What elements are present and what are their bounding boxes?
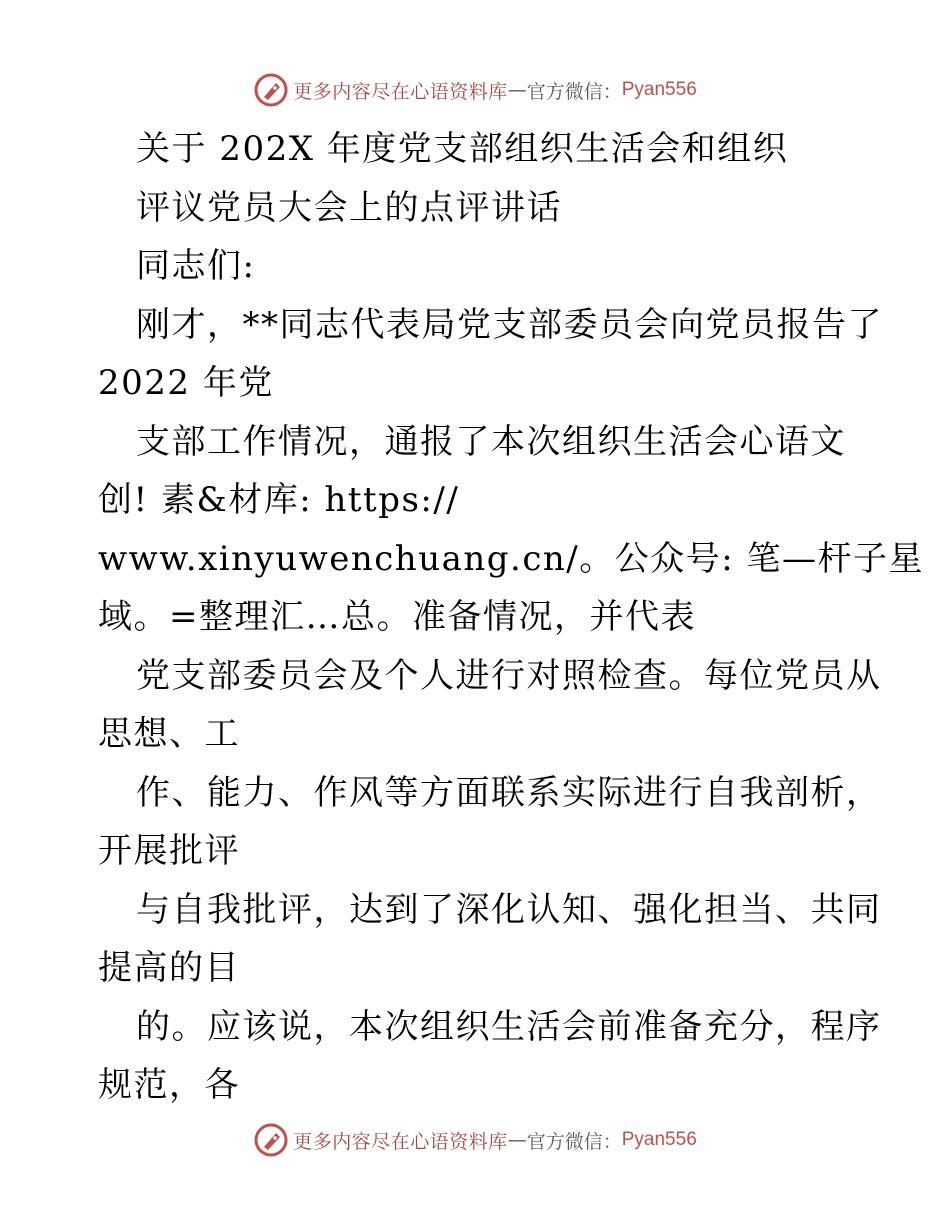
- body-line: 开展批评: [98, 831, 240, 871]
- body-line: 创! 素&材库: https://: [98, 480, 460, 520]
- body-line: 域。=整理汇…总。准备情况，并代表: [98, 597, 696, 637]
- header-banner: [0, 70, 950, 110]
- document-body: [98, 120, 924, 1115]
- banner-wechat-id: Pyan556: [621, 79, 697, 100]
- body-line: www.xinyuwenchuang.cn/。公众号: 笔—杆子星: [98, 538, 924, 579]
- body-line: 思想、工: [98, 714, 240, 754]
- banner-wechat-label: 官方微信：: [526, 1130, 622, 1153]
- pen-nib-logo-icon: [253, 72, 289, 108]
- title-line-2: 评议党员大会上的点评讲话: [136, 187, 562, 228]
- banner-wechat-id: Pyan556: [621, 1129, 697, 1150]
- banner-text: 更多内容尽在心语资料库: [293, 80, 508, 103]
- body-line: 刚才，**同志代表局党支部委员会向党员报告了: [136, 304, 883, 345]
- footer-banner: [0, 1120, 950, 1160]
- pen-nib-logo-icon: [253, 1122, 289, 1158]
- banner-text: 更多内容尽在心语资料库: [293, 1130, 508, 1153]
- banner-wechat-label: 官方微信：: [526, 80, 622, 103]
- banner-dash: —: [507, 1129, 527, 1151]
- body-line: 党支部委员会及个人进行对照检查。每位党员从: [136, 655, 882, 696]
- body-line: 规范，各: [98, 1065, 240, 1105]
- body-line: 的。应该说，本次组织生活会前准备充分，程序: [136, 1006, 882, 1047]
- body-line: 与自我批评，达到了深化认知、强化担当、共同: [136, 889, 882, 930]
- body-line: 支部工作情况，通报了本次组织生活会心语文: [136, 421, 846, 462]
- salutation: 同志们:: [136, 246, 256, 286]
- body-line: 提高的目: [98, 948, 240, 988]
- title-line-1: 关于 202X 年度党支部组织生活会和组织: [136, 129, 789, 169]
- body-line: 作、能力、作风等方面联系实际进行自我剖析，: [136, 772, 882, 813]
- body-line: 2022 年党: [98, 363, 274, 403]
- banner-dash: —: [507, 79, 527, 101]
